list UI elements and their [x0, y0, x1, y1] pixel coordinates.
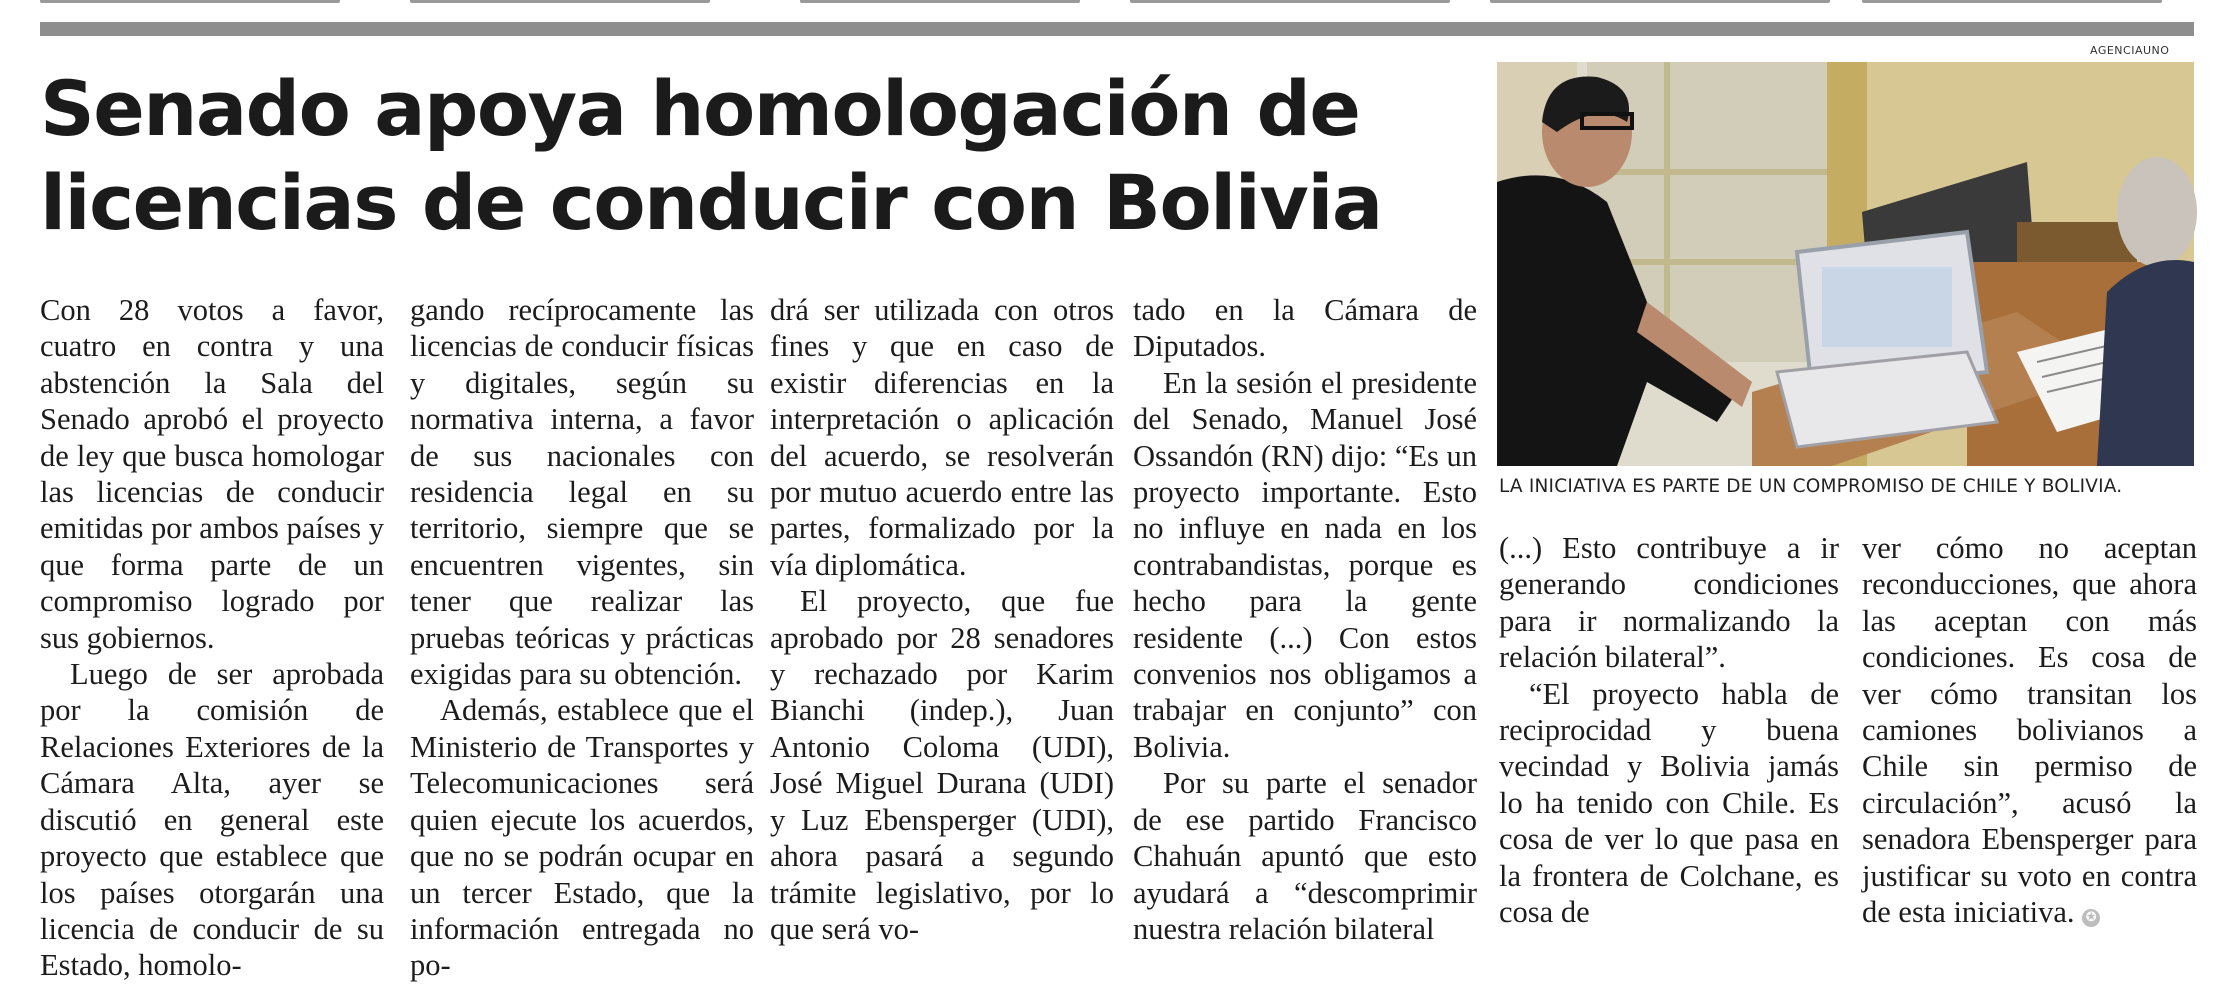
paragraph: Con 28 votos a favor, cuatro en contra y una abstención la Sala del Senado aprobó el proyecto de ley que busca homologar las licencias de conducir emitidas por ambos países y que forma parte de un compromiso logrado por sus gobiernos. [40, 293, 384, 655]
end-of-article-icon: ✪ [2082, 909, 2100, 927]
article-column-6 [1862, 530, 2197, 930]
paragraph: Por su parte el senador de ese partido Francisco Chahuán apuntó que esto ayudará a “descomprimir nuestra relación bilateral [1133, 766, 1477, 946]
section-rule [40, 22, 2194, 36]
headline [40, 62, 1460, 250]
previous-page-text-strip [0, 0, 2236, 8]
paragraph-text: ver cómo no aceptan reconducciones, que ahora las aceptan con más condiciones. Es cosa de ver cómo transitan los camiones bolivianos a Chile sin permiso de circulación”, acusó la senadora Ebensperger para justificar su voto en contra de esta iniciativa. [1862, 531, 2197, 930]
paragraph: gando recíprocamente las licencias de conducir físicas y digitales, según su normativa interna, a favor de sus nacionales con residencia legal en su territorio, siempre que se encuentren vigentes, sin tener que realizar las pruebas teóricas y prácticas exigidas para su obtención. [410, 293, 754, 692]
paragraph: Luego de ser aprobada por la comisión de Relaciones Exteriores de la Cámara Alta, ayer se discutió en general este proyecto que establece que los países otorgarán una licencia de conducir de su Estado, homolo- [40, 657, 384, 983]
article-column-1 [40, 292, 384, 984]
paragraph: En la sesión el presidente del Senado, Manuel José Ossandón (RN) dijo: “Es un proyecto importante. Esto no influye en nada en los contrabandistas, porque es hecho para la gente residente (...) Con estos convenios nos obligamos a trabajar en conjunto” con Bolivia. [1133, 365, 1477, 764]
headline-line-2: licencias de conducir con Bolivia [40, 158, 1382, 247]
headline-line-1: Senado apoya homologación de [40, 64, 1360, 153]
photo-caption: LA INICIATIVA ES PARTE DE UN COMPROMISO DE CHILE Y BOLIVIA. [1499, 476, 2123, 497]
news-photo [1497, 62, 2194, 466]
article-column-3 [770, 292, 1114, 947]
paragraph: tado en la Cámara de Diputados. [1133, 293, 1477, 364]
paragraph: El proyecto, que fue aprobado por 28 senadores y rechazado por Karim Bianchi (indep.), Juan Antonio Coloma (UDI), José Miguel Durana (UDI) y Luz Ebensperger (UDI), ahora pasará a segundo trámite legislativo, por lo que será vo- [770, 584, 1114, 946]
paragraph: Además, establece que el Ministerio de Transportes y Telecomunicaciones será quien ejecute los acuerdos, que no se podrán ocupar en un tercer Estado, que la información entregada no po- [410, 693, 754, 983]
paragraph: drá ser utilizada con otros fines y que en caso de existir diferencias en la interpretación o aplicación del acuerdo, se resolverán por mutuo acuerdo entre las partes, formalizado por la vía diplomática. [770, 293, 1114, 582]
paragraph [1862, 530, 2197, 930]
article-column-5 [1499, 530, 1839, 930]
paragraph: “El proyecto habla de reciprocidad y buena vecindad y Bolivia jamás lo ha tenido con Chile. Es cosa de ver lo que pasa en la frontera de Colchane, es cosa de [1499, 676, 1839, 930]
paragraph: (...) Esto contribuye a ir generando condiciones para ir normalizando la relación bilateral”. [1499, 531, 1839, 675]
photo-credit: AGENCIAUNO [2090, 44, 2170, 57]
article-column-4 [1133, 292, 1477, 947]
article-column-2 [410, 292, 754, 984]
